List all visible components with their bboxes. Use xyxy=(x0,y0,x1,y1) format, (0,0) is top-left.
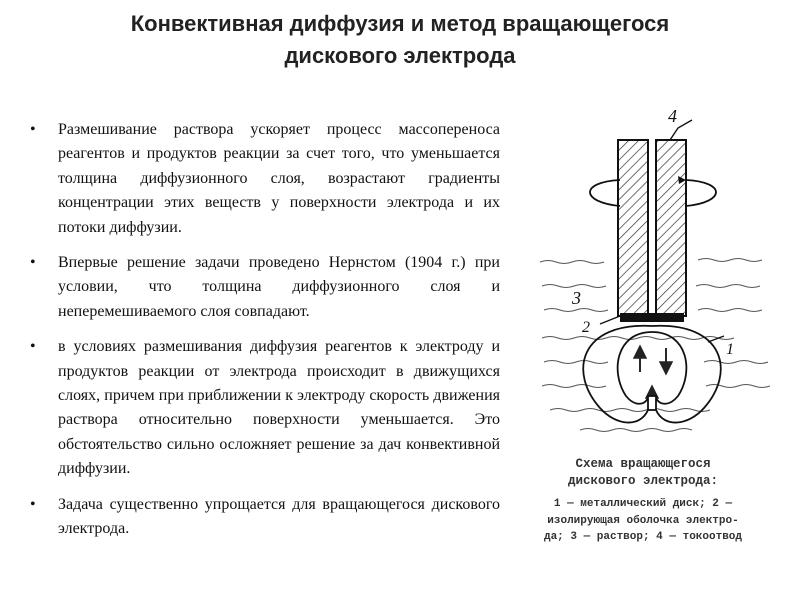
bullet-item: • Размешивание раствора ускоряет процесс массопереноса реагентов и продуктов реакции за счет того, что уменьшается толщина диффузионного слоя, возрастают градиенты концентрации этих веществ у поверхности электрода и их потоки диффузии. xyxy=(30,118,500,240)
caption-title-line-2: дискового электрода: xyxy=(567,474,719,488)
caption-title-line-1: Схема вращающегося xyxy=(575,457,711,471)
slide-title-line-2: дискового электрода xyxy=(284,43,516,68)
electrode-diagram-svg xyxy=(520,110,800,470)
insulating-sheath xyxy=(618,140,686,316)
caption-line-2: изолирующая оболочка электро- xyxy=(547,514,739,527)
bullet-item: • в условиях размешивания диффузия реагентов к электроду и продуктов реакции от электрода происходит в движущихся слоях, причем при приближении к электроду скорость движения раствора относительно поверхности уменьшается. Это обстоятельство сильно осложняет решение за дач конвективной диффузии. xyxy=(30,335,500,481)
bullet-item: • Задача существенно упрощается для вращающегося дискового электрода. xyxy=(30,493,500,542)
label-1: 1 xyxy=(726,341,734,358)
metal-disk xyxy=(620,313,684,322)
bullet-item: • Впервые решение задачи проведено Нернстом (1904 г.) при условии, что толщина диффузионного слоя и неперемешиваемого слоя совпадают. xyxy=(30,251,500,324)
current-lead xyxy=(648,140,656,314)
label-3: 3 xyxy=(572,288,581,308)
flow-lines xyxy=(583,326,721,423)
caption-line-1: 1 — металлический диск; 2 — xyxy=(553,498,733,510)
rotation-arrow xyxy=(590,180,716,206)
electrode-diagram xyxy=(520,110,800,470)
label-2: 2 xyxy=(582,319,590,336)
caption-line-3: да; 3 — раствор; 4 — токоотвод xyxy=(543,531,743,543)
figure-caption xyxy=(508,456,778,546)
slide-title-line-1: Конвективная диффузия и метод вращающегося xyxy=(130,11,670,36)
slide-title xyxy=(0,8,800,72)
label-4: 4 xyxy=(668,110,677,126)
bullet-list xyxy=(30,118,500,553)
